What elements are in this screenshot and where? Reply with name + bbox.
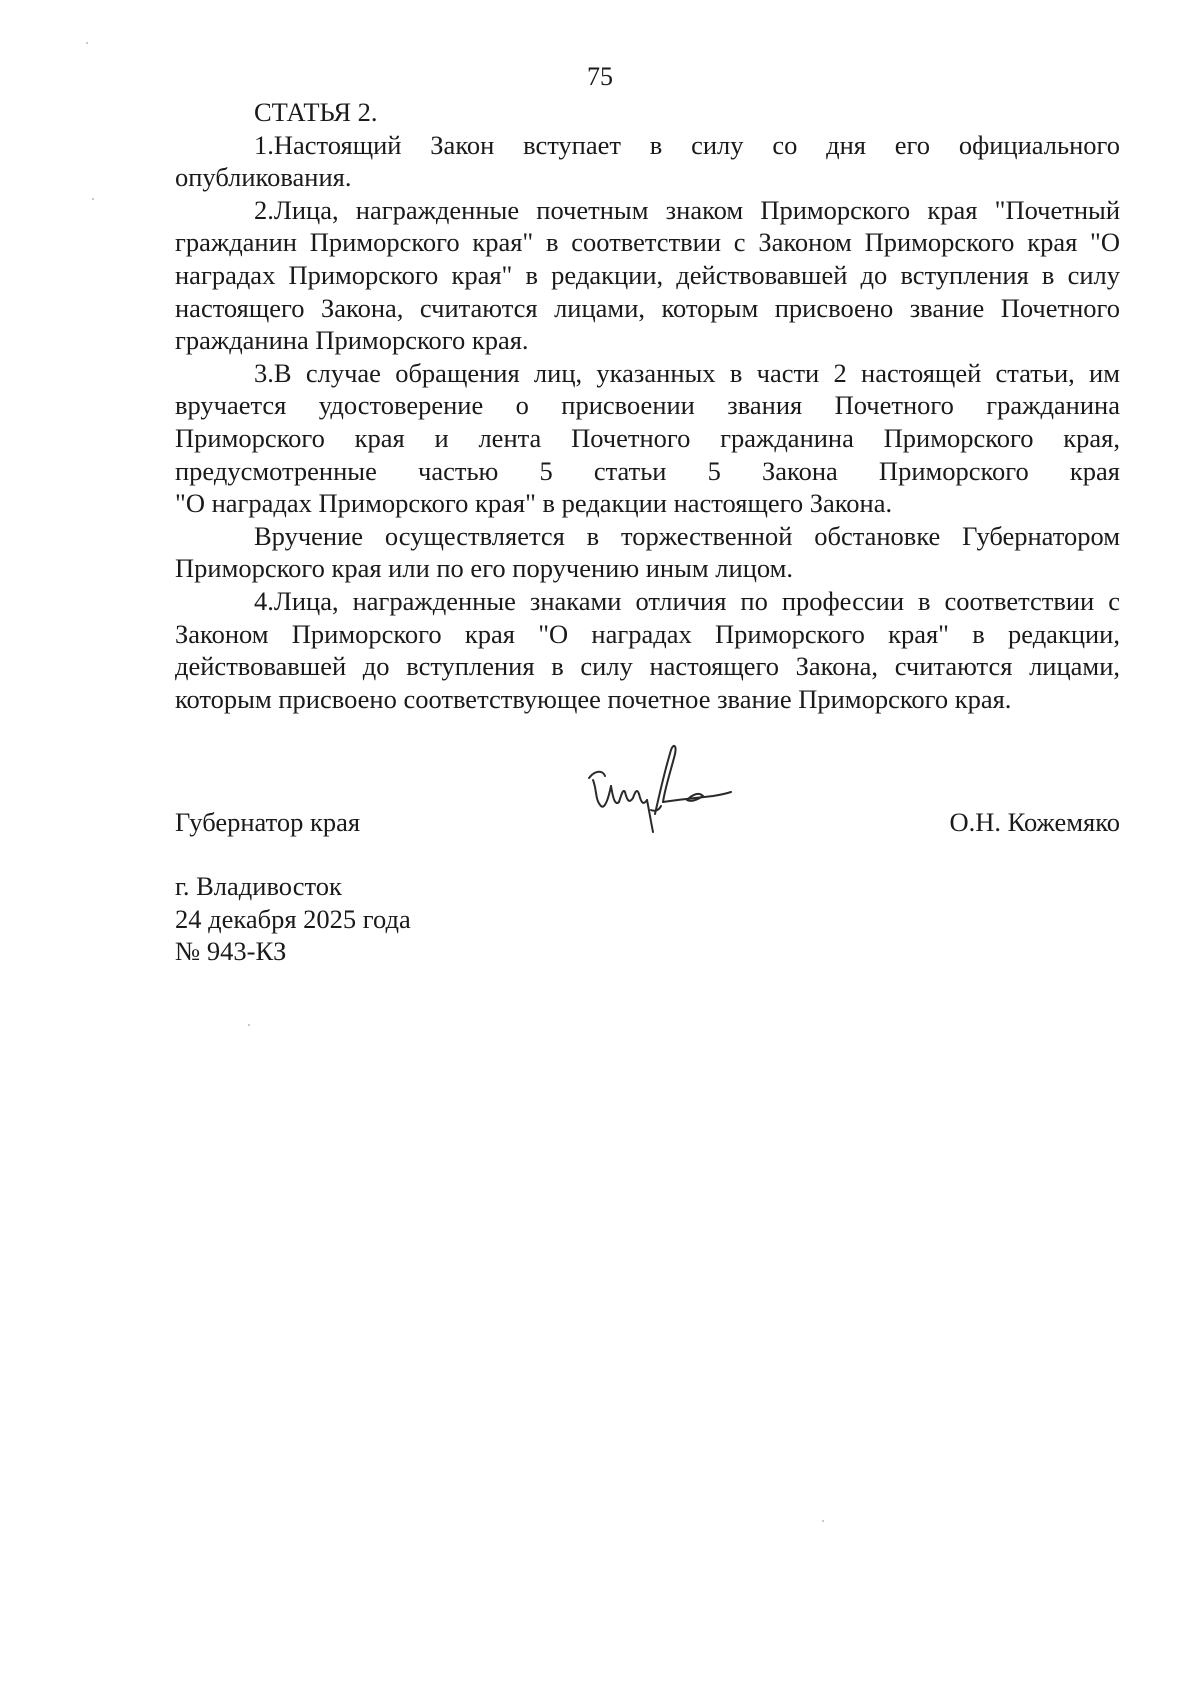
place-date-block (175, 870, 411, 968)
page-number: 75 (587, 62, 613, 91)
place: г. Владивосток (175, 871, 342, 901)
scan-speck (86, 42, 88, 44)
article-body (175, 96, 1120, 715)
scan-speck (248, 1024, 250, 1026)
handwritten-signature (585, 740, 750, 840)
article-heading: СТАТЬЯ 2. (254, 97, 378, 127)
scan-speck (92, 198, 94, 200)
paragraph-3: 3.В случае обращения лиц, указанных в части 2 настоящей статьи, им вручается удостоверение о присвоении звания Почетного гражданина Приморского края и лента Почетного гражданина Приморского края, предусмотренные частью 5 статьи 5 Закона Приморского края (175, 357, 1120, 486)
scan-speck (822, 1520, 824, 1522)
paragraph-2: 2.Лица, награжденные почетным знаком Приморского края "Почетный гражданин Приморского края" в соответствии с Законом Приморского края "О наградах Приморского края" в редакции, действовавшей до вступления в силу настоящего Закона, считаются лицами, которым присвоено звание Почетного гражданина Приморского края. (175, 194, 1120, 356)
signer-title: Губернатор края (175, 807, 361, 837)
signer-name: О.Н. Кожемяко (949, 807, 1120, 837)
date: 24 декабря 2025 года (175, 903, 411, 934)
paragraph-1: 1.Настоящий Закон вступает в силу со дня его официального опубликования. (175, 129, 1120, 193)
paragraph-3-second: Вручение осуществляется в торжественной обстановке Губернатором Приморского края или по его поручению иным лицом. (175, 520, 1120, 584)
document-number: № 943-КЗ (175, 936, 287, 967)
paragraph-3-continuation: "О наградах Приморского края" в редакции настоящего Закона. (175, 488, 893, 519)
paragraph-4: 4.Лица, награжденные знаками отличия по профессии в соответствии с Законом Приморского края "О наградах Приморского края" в редакции, действовавшей до вступления в силу настоящего Закона, считаются лицами, которым присвоено соответствующее почетное звание Приморского края. (175, 585, 1120, 714)
